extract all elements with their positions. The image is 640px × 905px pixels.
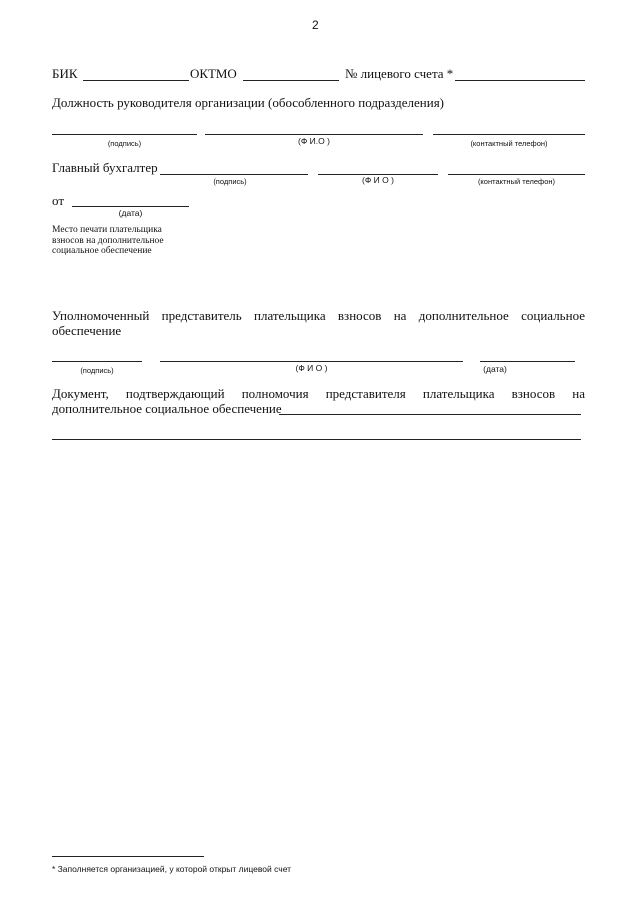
representative-words (52, 308, 585, 324)
head-fio-field[interactable] (205, 134, 423, 135)
representative-word: социальное (521, 308, 585, 323)
chief-phone-caption: (контактный телефон) (477, 177, 556, 186)
oktmo-label: ОКТМО (190, 66, 237, 81)
document-word: Документ, (52, 386, 109, 401)
document-word: полномочия (241, 386, 309, 401)
rep-fio-field[interactable] (160, 361, 463, 362)
bik-field[interactable] (83, 80, 189, 81)
representative-line1 (52, 308, 585, 324)
stamp-place-note: Место печати плательщика взносов на дополнительное социальное обеспечение (52, 225, 164, 256)
from-date-field[interactable] (72, 206, 189, 207)
rep-fio-caption: (Ф И О ) (295, 363, 328, 373)
from-label: от (52, 193, 65, 208)
oktmo-field[interactable] (243, 80, 339, 81)
document-word: на (572, 386, 585, 401)
head-phone-field[interactable] (433, 134, 585, 135)
rep-date-caption: (дата) (483, 364, 507, 374)
document-field-1[interactable] (279, 414, 581, 415)
representative-word: дополнительное (418, 308, 509, 323)
from-date-caption: (дата) (118, 208, 143, 218)
representative-word: представитель (161, 308, 242, 323)
document-line2: дополнительное социальное обеспечение (52, 401, 282, 416)
representative-line2: обеспечение (52, 323, 122, 338)
head-signature-field[interactable] (52, 134, 197, 135)
rep-signature-field[interactable] (52, 361, 142, 362)
bik-label: БИК (52, 66, 78, 81)
rep-signature-caption: (подпись) (80, 366, 114, 375)
document-word: подтверждающий (125, 386, 225, 401)
representative-word: на (393, 308, 407, 323)
chief-phone-field[interactable] (448, 174, 585, 175)
head-phone-caption: (контактный телефон) (470, 139, 548, 148)
document-field-2[interactable] (52, 439, 581, 440)
representative-word: Уполномоченный (52, 308, 150, 323)
account-field[interactable] (455, 80, 585, 81)
head-signature-caption: (подпись) (107, 139, 142, 148)
chief-accountant-label: Главный бухгалтер (52, 160, 158, 175)
head-fio-caption: (Ф И.О ) (298, 136, 330, 146)
chief-signature-caption: (подпись) (213, 177, 247, 186)
page-number: 2 (312, 18, 319, 32)
footnote-divider (52, 856, 204, 857)
head-position-label: Должность руководителя организации (обособленного подразделения) (52, 95, 445, 110)
chief-fio-caption: (Ф И О ) (362, 175, 394, 185)
representative-word: плательщика (254, 308, 326, 323)
rep-date-field[interactable] (480, 361, 575, 362)
document-word: представителя (325, 386, 406, 401)
chief-signature-field[interactable] (160, 174, 308, 175)
footnote: * Заполняется организацией, у которой открыт лицевой счет (52, 864, 292, 874)
document-word: взносов (511, 386, 556, 401)
document-line1 (52, 386, 585, 402)
document-word: плательщика (422, 386, 495, 401)
account-label: № лицевого счета * (345, 66, 454, 81)
document-words (52, 386, 585, 402)
representative-word: взносов (337, 308, 382, 323)
